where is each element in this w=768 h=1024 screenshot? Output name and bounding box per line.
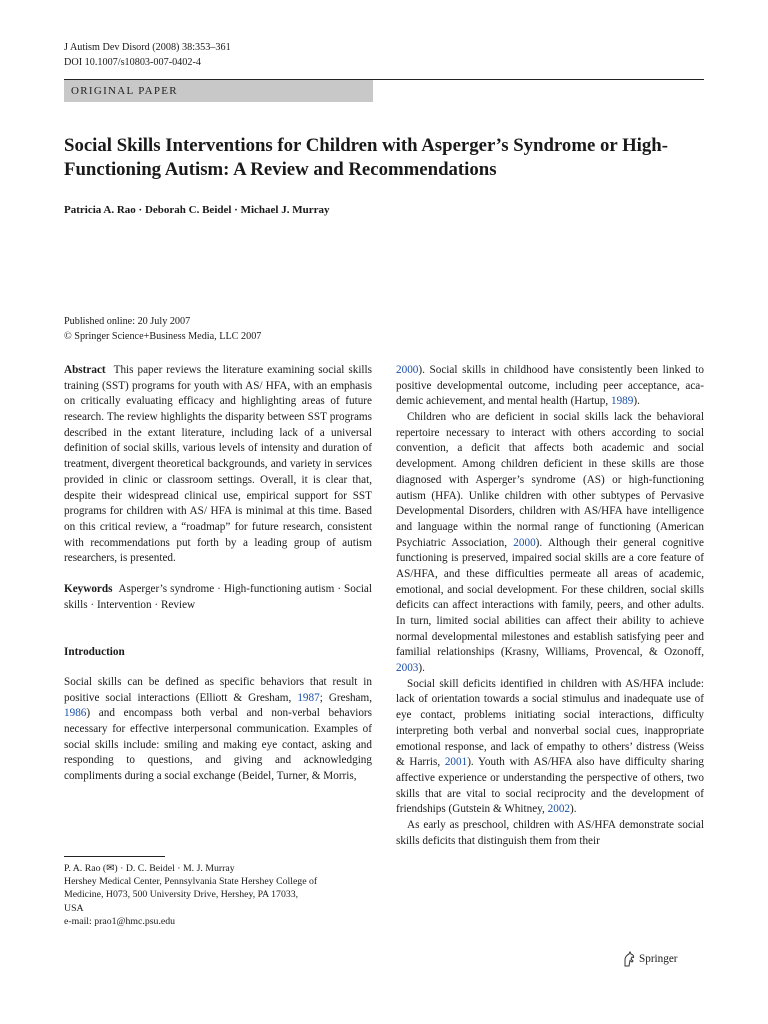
introduction-heading: Introduction [64,646,125,659]
left-column [64,363,372,785]
footnote-divider [64,856,165,857]
footnote-email[interactable]: e-mail: prao1@hmc.psu.edu [64,915,176,927]
citation-link[interactable]: 2002 [547,803,571,816]
footnote-country: USA [64,902,84,914]
keywords-label: Keywords [64,582,113,595]
copyright-notice: © Springer Science+Business Media, LLC 2007 [64,331,262,342]
footnote-authors: P. A. Rao (✉) · D. C. Beidel · M. J. Murray [64,863,235,874]
citation-link[interactable]: 1987 [297,691,320,704]
publication-date: Published online: 20 July 2007 [64,316,191,327]
citation-link[interactable]: 1989 [610,395,634,408]
intro-paragraph-3: Social skill deficits identified in children with AS/HFA include: lack of orientation towards a social stimulus and inadequate use of eye contact, problems initiating social interactions, difficulty interpreting both verbal and nonverbal social cues, inappropriate emotional response, and lack of empathy to others’ distress (Weiss & Harris, 2001). Youth with AS/HFA also have difficulty sharing affective experience or understanding the perspective of others, two skills that are vital to social reciprocity and the development of friendships (Gutstein & Whitney, 2002). [396,677,704,816]
intro-paragraph-1-continued: 2000). Social skills in childhood have consistently been linked to positive developmental outcome, including peer acceptance, academic achievement, and mental health (Hartup, 1989). [396,364,704,408]
citation-link[interactable]: 2003 [396,662,419,675]
author-list: Patricia A. Rao · Deborah C. Beidel · Michael J. Murray [64,204,330,216]
abstract-label: Abstract [64,364,106,376]
author-affiliation-footnote [64,862,384,928]
paper-title: Social Skills Interventions for Children with Asperger’s Syndrome or High-Functioning Autism: A Review and Recommendations [64,135,668,180]
publication-info [64,314,261,344]
footnote-address: Medicine, H073, 500 University Drive, Hershey, PA 17033, [64,889,299,901]
citation-link[interactable]: 2001 [444,756,468,769]
citation-link[interactable]: 2000 [513,536,536,549]
abstract [64,363,372,567]
publisher-name: Springer [639,953,678,965]
springer-horse-icon [622,951,636,967]
keywords-text: Asperger’s syndrome · High-functioning autism · Social skills · Intervention · Review [64,582,372,611]
abstract-text: This paper reviews the literature examining social skills training (SST) programs for youth with AS/ HFA, with an emphasis on critically evaluating efficacy and highlighting areas of future research. The review highlights the disparity between SST programs described in the extant literature, including lack of a universal definition of social skills, various levels of intensity and duration of treatment, divergent theoretical backgrounds, and variety in services provided in clinic or classroom settings. Overall, it is clear that, despite their widespread clinical use, empirical support for SST programs for children with AS/ HFA is minimal at this time. Based on this critical review, a “roadmap” for future research, consistent with recommendations put forth by a leading group of autism researchers, is presented. [64,364,373,565]
intro-paragraph-4: As early as preschool, children with AS/HFA demonstrate social skills deficits that distinguish them from their [396,818,704,847]
footnote-affiliation: Hershey Medical Center, Pennsylvania State Hershey College of [64,876,318,888]
intro-paragraph-1: Social skills can be defined as specific behaviors that result in positive social interactions (Elliott & Gresham, 1987; Gresham, 1986) and encompass both verbal and non-verbal behaviors necessary for effective interpersonal communication. Examples of social skills include: smiling and making eye contact, asking and responding to questions, and giving and acknowledging compliments during a social exchange (Beidel, Turner, & Morris, [64,676,372,783]
article-type-banner: ORIGINAL PAPER [64,80,373,102]
journal-doi: DOI 10.1007/s10803-007-0402-4 [64,57,201,68]
right-column [396,363,704,849]
journal-citation: J Autism Dev Disord (2008) 38:353–361 [64,42,231,53]
intro-paragraph-2: Children who are deficient in social skills lack the behavioral repertoire necessary to interact with others according to social convention, a deficit that affects both academic and social development. Among children deficient in these skills are those diagnosed with Asperger’s syndrome (AS) or high-functioning autism (HFA). Unlike children with other subtypes of Pervasive Developmental Disorders, children with AS/HFA have intelligence and language within the normal range of functioning (American Psychiatric Association, 2000). Although their general cognitive functioning is preserved, impaired social skills are a core feature of AS/HFA, and these difficulties permeate all areas of academic, emotional, and social development. For these children, social skills deficits can affect interactions with family, peers, and other adults. In turn, limited social abilities can affect their ability to achieve normal developmental milestones and establish satisfying peer and familial relationships (Krasny, Williams, Provencal, & Ozonoff, 2003). [396,411,704,675]
publisher-logo [622,951,678,967]
citation-link[interactable]: 1986 [64,707,87,720]
citation-link[interactable]: 2000 [396,364,419,376]
keywords [64,582,372,613]
